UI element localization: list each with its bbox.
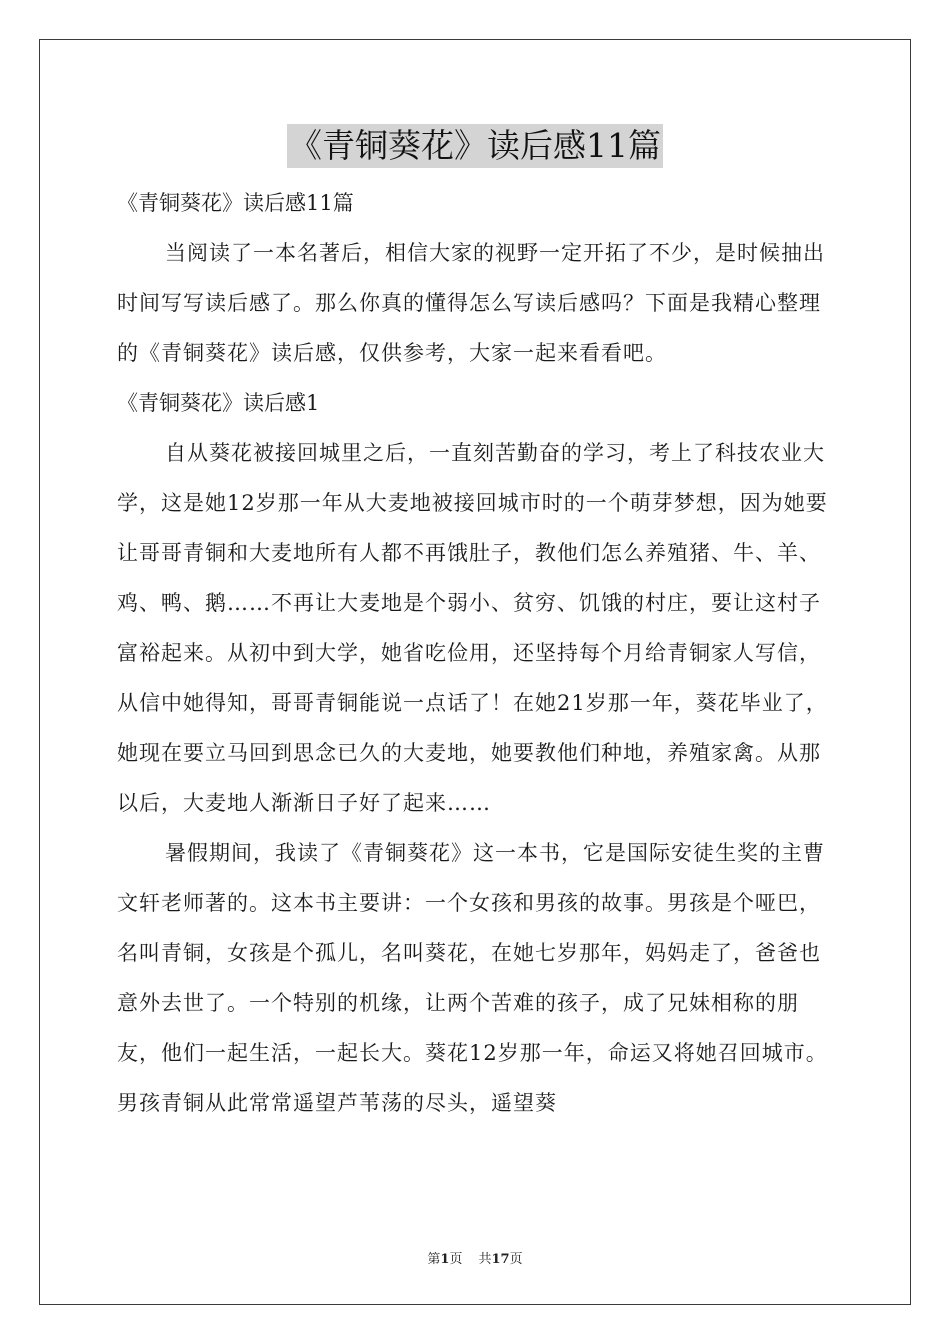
document-title: 《青铜葵花》读后感11篇 [287,124,663,168]
paragraph-intro: 当阅读了一本名著后，相信大家的视野一定开拓了不少，是时候抽出时间写写读后感了。那么你真的懂得怎么写读后感吗？下面是我精心整理的《青铜葵花》读后感，仅供参考，大家一起来看看吧。 [117,241,825,365]
subheading-intro: 《青铜葵花》读后感11篇 [117,191,354,215]
document-body [117,178,837,1128]
page-number: 第1页 [427,1252,463,1267]
paragraph-essay-1-part-2: 暑假期间，我读了《青铜葵花》这一本书，它是国际安徒生奖的主曹文轩老师著的。这本书主要讲：一个女孩和男孩的故事。男孩是个哑巴，名叫青铜，女孩是个孤儿，名叫葵花，在她七岁那年，妈妈走了，爸爸也意外去世了。一个特别的机缘，让两个苦难的孩子，成了兄妹相称的朋友，他们一起生活，一起长大。葵花12岁那一年，命运又将她召回城市。男孩青铜从此常常遥望芦苇荡的尽头，遥望葵 [117,841,828,1115]
paragraph-essay-1-part-1: 自从葵花被接回城里之后，一直刻苦勤奋的学习，考上了科技农业大学，这是她12岁那一年从大麦地被接回城市时的一个萌芽梦想，因为她要让哥哥青铜和大麦地所有人都不再饿肚子，教他们怎么养殖猪、牛、羊、鸡、鸭、鹅……不再让大麦地是个弱小、贫穷、饥饿的村庄，要让这村子富裕起来。从初中到大学，她省吃俭用，还坚持每个月给青铜家人写信，从信中她得知，哥哥青铜能说一点话了！在她21岁那一年，葵花毕业了，她现在要立马回到思念已久的大麦地，她要教他们种地，养殖家禽。从那以后，大麦地人渐渐日子好了起来…… [117,441,828,815]
subheading-essay-1: 《青铜葵花》读后感1 [117,391,320,415]
total-pages: 共17页 [478,1252,523,1267]
page-footer [0,1248,950,1267]
title-container [0,124,950,168]
